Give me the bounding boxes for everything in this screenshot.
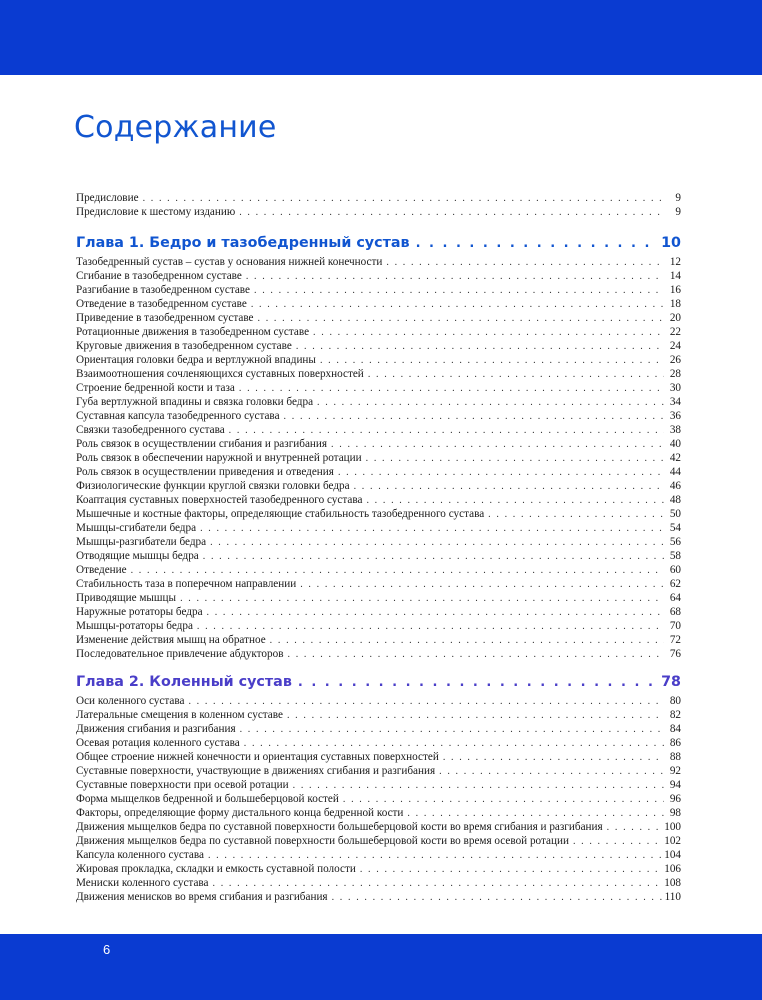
toc-entry[interactable] <box>76 325 681 339</box>
dot-leader <box>180 592 664 605</box>
dot-leader <box>254 284 664 297</box>
dot-leader <box>317 396 664 409</box>
dot-leader <box>288 648 665 661</box>
toc-entry-title: Предисловие к шестому изданию <box>76 206 236 218</box>
toc-entry-page: 100 <box>664 821 681 833</box>
toc-entry-title: Движения сгибания и разгибания <box>76 723 236 735</box>
toc-entry[interactable] <box>76 563 681 577</box>
toc-entry[interactable] <box>76 708 681 722</box>
toc-entry-title: Наружные ротаторы бедра <box>76 606 203 618</box>
toc-entry[interactable] <box>76 465 681 479</box>
toc-entry[interactable] <box>76 205 681 219</box>
toc-entry-page: 76 <box>669 648 681 660</box>
dot-leader <box>338 466 664 479</box>
toc-entry-title: Движения мыщелков бедра по суставной поверхности большеберцовой кости во время сгибания и разгибания <box>76 821 603 833</box>
toc-entry[interactable] <box>76 507 681 521</box>
dot-leader <box>244 737 664 750</box>
toc-entry[interactable] <box>76 806 681 820</box>
toc-entry[interactable] <box>76 297 681 311</box>
toc-entry[interactable] <box>76 437 681 451</box>
toc-entry-title: Приводящие мышцы <box>76 592 177 604</box>
toc-entry-title: Предисловие <box>76 192 139 204</box>
toc-entry-title: Коаптация суставных поверхностей тазобедренного сустава <box>76 494 363 506</box>
toc-entry-page: 12 <box>669 256 681 268</box>
dot-leader <box>143 192 664 205</box>
toc-entry-title: Роль связок в осуществлении приведения и отведения <box>76 466 334 478</box>
toc-entry-page: 46 <box>669 480 681 492</box>
toc-entry-page: 9 <box>675 192 681 204</box>
toc-entry-page: 20 <box>669 312 681 324</box>
toc-entry[interactable] <box>76 521 681 535</box>
toc-entry-page: 68 <box>669 606 681 618</box>
toc-entry-title: Физиологические функции круглой связки головки бедра <box>76 480 350 492</box>
toc-entry-title: Связки тазобедренного сустава <box>76 424 225 436</box>
toc-entry-page: 88 <box>669 751 681 763</box>
chapter-heading[interactable] <box>76 672 681 692</box>
toc-entry-title: Отведение в тазобедренном суставе <box>76 298 247 310</box>
dot-leader <box>197 620 664 633</box>
toc-entry-title: Суставные поверхности при осевой ротации <box>76 779 289 791</box>
toc-entry[interactable] <box>76 862 681 876</box>
toc-entry-title: Суставные поверхности, участвующие в движениях сгибания и разгибания <box>76 765 436 777</box>
toc-entry-page: 72 <box>669 634 681 646</box>
toc-entry[interactable] <box>76 736 681 750</box>
page-number: 6 <box>103 942 111 957</box>
toc-entry-title: Отводящие мышцы бедра <box>76 550 199 562</box>
toc-entry-page: 22 <box>669 326 681 338</box>
dot-leader <box>203 550 664 563</box>
toc-entry-title: Движения мыщелков бедра по суставной поверхности большеберцовой кости во время осевой ротации <box>76 835 569 847</box>
toc-entry[interactable] <box>76 255 681 269</box>
toc-entry[interactable] <box>76 647 681 661</box>
dot-leader <box>210 536 664 549</box>
toc-entry-page: 92 <box>669 765 681 777</box>
toc-entry-page: 94 <box>669 779 681 791</box>
toc-entry[interactable] <box>76 764 681 778</box>
toc-entry[interactable] <box>76 619 681 633</box>
toc-entry-title: Мышечные и костные факторы, определяющие стабильность тазобедренного сустава <box>76 508 485 520</box>
bottom-color-band <box>0 934 762 1000</box>
toc-entry[interactable] <box>76 890 681 904</box>
dot-leader <box>573 835 661 848</box>
toc-entry-page: 50 <box>669 508 681 520</box>
toc-entry[interactable] <box>76 876 681 890</box>
toc-entry[interactable] <box>76 820 681 834</box>
toc-entry-title: Взаимоотношения сочленяющихся суставных поверхностей <box>76 368 364 380</box>
toc-entry-title: Мышцы-ротаторы бедра <box>76 620 193 632</box>
toc-entry[interactable] <box>76 750 681 764</box>
toc-entry-page: 82 <box>669 709 681 721</box>
toc-entry-title: Мениски коленного сустава <box>76 877 209 889</box>
toc-entry-page: 58 <box>669 550 681 562</box>
dot-leader <box>416 234 658 253</box>
chapter-title: Глава 1. Бедро и тазобедренный сустав <box>76 235 410 251</box>
dot-leader <box>239 206 664 219</box>
toc-entry-page: 62 <box>669 578 681 590</box>
toc-entry-page: 34 <box>669 396 681 408</box>
toc-entry[interactable] <box>76 549 681 563</box>
dot-leader <box>607 821 662 834</box>
dot-leader <box>368 368 664 381</box>
toc-entry-title: Мышцы-разгибатели бедра <box>76 536 207 548</box>
dot-leader <box>332 891 662 904</box>
toc-entry-page: 104 <box>664 849 681 861</box>
dot-leader <box>287 709 664 722</box>
toc-entry-page: 38 <box>669 424 681 436</box>
dot-leader <box>360 863 661 876</box>
toc-intro-section <box>76 191 681 219</box>
dot-leader <box>296 340 664 353</box>
toc-entry[interactable] <box>76 591 681 605</box>
dot-leader <box>213 877 662 890</box>
toc-entry[interactable] <box>76 269 681 283</box>
toc-entry-title: Стабильность таза в поперечном направлении <box>76 578 297 590</box>
dot-leader <box>258 312 664 325</box>
toc-entry-page: 30 <box>669 382 681 394</box>
toc-entry[interactable] <box>76 792 681 806</box>
toc-entry[interactable] <box>76 633 681 647</box>
dot-leader <box>407 807 664 820</box>
toc-entry[interactable] <box>76 409 681 423</box>
toc-entry[interactable] <box>76 395 681 409</box>
toc-entry-page: 26 <box>669 354 681 366</box>
toc-entry[interactable] <box>76 367 681 381</box>
dot-leader <box>320 354 664 367</box>
toc-entry-page: 80 <box>669 695 681 707</box>
toc-entry-title: Суставная капсула тазобедренного сустава <box>76 410 280 422</box>
toc-entry-title: Факторы, определяющие форму дистального конца бедренной кости <box>76 807 404 819</box>
dot-leader <box>240 723 664 736</box>
toc-entry[interactable] <box>76 535 681 549</box>
toc-entry-page: 40 <box>669 438 681 450</box>
toc-entry[interactable] <box>76 605 681 619</box>
dot-leader <box>443 751 664 764</box>
toc-entry-title: Жировая прокладка, складки и емкость суставной полости <box>76 863 356 875</box>
toc-chapter-2 <box>76 672 681 904</box>
toc-entry-page: 102 <box>664 835 681 847</box>
toc-entry-page: 44 <box>669 466 681 478</box>
toc-entry-title: Строение бедренной кости и таза <box>76 382 235 394</box>
top-color-band <box>0 0 762 75</box>
toc-entry-page: 16 <box>669 284 681 296</box>
toc-entry-page: 48 <box>669 494 681 506</box>
toc-entry-page: 70 <box>669 620 681 632</box>
toc-entry-page: 96 <box>669 793 681 805</box>
toc-entry-title: Тазобедренный сустав – сустав у основания нижней конечности <box>76 256 383 268</box>
toc-entry-title: Последовательное привлечение абдукторов <box>76 648 284 660</box>
dot-leader <box>300 578 664 591</box>
toc-entry-title: Роль связок в обеспечении наружной и внутренней ротации <box>76 452 362 464</box>
dot-leader <box>293 779 664 792</box>
dot-leader <box>313 326 664 339</box>
toc-entry[interactable] <box>76 423 681 437</box>
dot-leader <box>188 695 664 708</box>
toc-entry-page: 9 <box>675 206 681 218</box>
toc-entry[interactable] <box>76 479 681 493</box>
dot-leader <box>229 424 664 437</box>
toc-entry[interactable] <box>76 834 681 848</box>
dot-leader <box>354 480 664 493</box>
toc-entry-title: Ротационные движения в тазобедренном суставе <box>76 326 310 338</box>
dot-leader <box>386 256 664 269</box>
toc-entry[interactable] <box>76 694 681 708</box>
toc-entry-page: 54 <box>669 522 681 534</box>
toc-entry-title: Общее строение нижней конечности и ориентация суставных поверхностей <box>76 751 439 763</box>
chapter-page: 78 <box>661 674 681 690</box>
toc-entry-page: 14 <box>669 270 681 282</box>
dot-leader <box>284 410 664 423</box>
toc-entry-title: Разгибание в тазобедренном суставе <box>76 284 250 296</box>
toc-entry[interactable] <box>76 722 681 736</box>
dot-leader <box>343 793 664 806</box>
toc-entry-page: 60 <box>669 564 681 576</box>
toc-entry-title: Приведение в тазобедренном суставе <box>76 312 254 324</box>
toc-entry-page: 108 <box>664 877 681 889</box>
page-title: Содержание <box>74 110 277 145</box>
toc-entry-page: 42 <box>669 452 681 464</box>
dot-leader <box>488 508 664 521</box>
toc-entry[interactable] <box>76 778 681 792</box>
toc-entry-page: 110 <box>664 891 681 903</box>
toc-entry-page: 24 <box>669 340 681 352</box>
toc-entry-page: 36 <box>669 410 681 422</box>
dot-leader <box>208 849 661 862</box>
toc-entry-page: 106 <box>664 863 681 875</box>
dot-leader <box>200 522 664 535</box>
toc-entry-page: 28 <box>669 368 681 380</box>
toc-entry[interactable] <box>76 493 681 507</box>
dot-leader <box>207 606 664 619</box>
toc-entry[interactable] <box>76 577 681 591</box>
toc-entry-title: Капсула коленного сустава <box>76 849 204 861</box>
dot-leader <box>251 298 664 311</box>
toc-entry-title: Изменение действия мышц на обратное <box>76 634 266 646</box>
chapter-page: 10 <box>661 235 681 251</box>
toc-entry-page: 56 <box>669 536 681 548</box>
dot-leader <box>366 494 664 507</box>
toc-entry[interactable] <box>76 191 681 205</box>
toc-entry-title: Мышцы-сгибатели бедра <box>76 522 197 534</box>
dot-leader <box>366 452 664 465</box>
toc-entry[interactable] <box>76 311 681 325</box>
toc-entry-title: Отведение <box>76 564 127 576</box>
toc-entry-title: Сгибание в тазобедренном суставе <box>76 270 242 282</box>
dot-leader <box>246 270 664 283</box>
dot-leader <box>331 438 664 451</box>
toc-entry[interactable] <box>76 451 681 465</box>
toc-entry-title: Движения менисков во время сгибания и разгибания <box>76 891 328 903</box>
chapter-heading[interactable] <box>76 233 681 253</box>
toc-entry-page: 84 <box>669 723 681 735</box>
toc-entry[interactable] <box>76 339 681 353</box>
dot-leader <box>239 382 664 395</box>
dot-leader <box>131 564 664 577</box>
toc-entry-title: Латеральные смещения в коленном суставе <box>76 709 283 721</box>
toc-entry[interactable] <box>76 353 681 367</box>
toc-chapter-1 <box>76 233 681 661</box>
dot-leader <box>298 673 657 692</box>
toc-entry-title: Круговые движения в тазобедренном суставе <box>76 340 292 352</box>
chapter-title: Глава 2. Коленный сустав <box>76 674 292 690</box>
toc-entry[interactable] <box>76 848 681 862</box>
toc-entry-title: Губа вертлужной впадины и связка головки бедра <box>76 396 314 408</box>
toc-entry-title: Оси коленного сустава <box>76 695 185 707</box>
dot-leader <box>439 765 664 778</box>
toc-entry-title: Осевая ротация коленного сустава <box>76 737 240 749</box>
toc-entry[interactable] <box>76 283 681 297</box>
dot-leader <box>270 634 664 647</box>
toc-entry-page: 98 <box>669 807 681 819</box>
toc-entry-title: Ориентация головки бедра и вертлужной впадины <box>76 354 316 366</box>
toc-entry-title: Роль связок в осуществлении сгибания и разгибания <box>76 438 328 450</box>
toc-entry-page: 64 <box>669 592 681 604</box>
toc-entry[interactable] <box>76 381 681 395</box>
toc-entry-title: Форма мыщелков бедренной и большеберцовой костей <box>76 793 339 805</box>
toc-entry-page: 18 <box>669 298 681 310</box>
toc-entry-page: 86 <box>669 737 681 749</box>
